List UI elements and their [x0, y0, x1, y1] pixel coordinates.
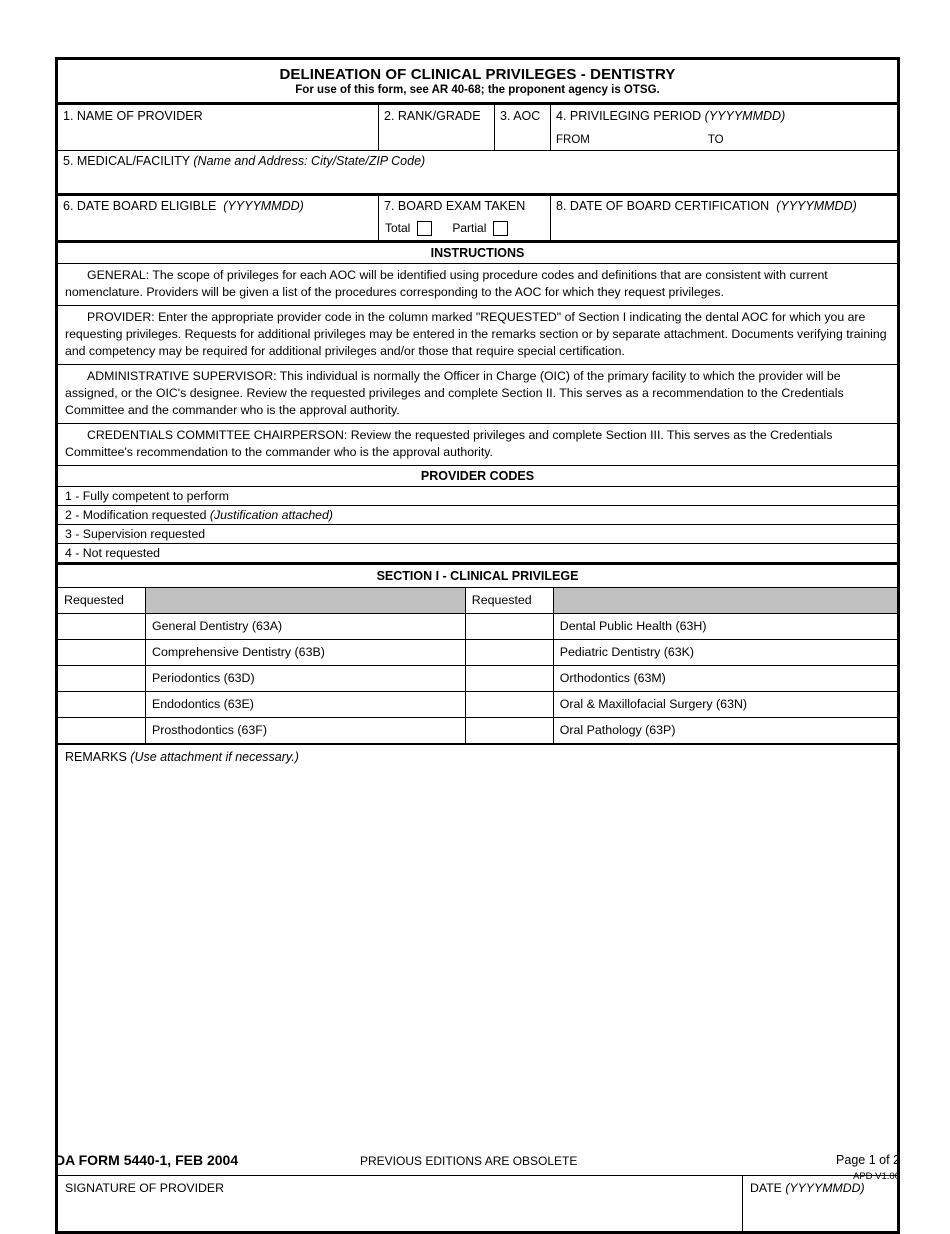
provider-code-4: [58, 544, 897, 562]
identification-row-2: [58, 151, 897, 196]
section-i-heading: SECTION I - CLINICAL PRIVILEGE: [58, 562, 897, 588]
instruction-administrative-supervisor: [58, 365, 897, 424]
field-rank-grade-label: 2. RANK/GRADE: [384, 109, 481, 124]
remarks-label: REMARKS: [65, 749, 131, 764]
requested-input-63P[interactable]: [465, 717, 553, 743]
remarks-hint: (Use attachment if necessary.): [130, 749, 299, 764]
field-board-exam-taken: [378, 196, 550, 240]
requested-input-63M[interactable]: [465, 665, 553, 691]
remarks-input[interactable]: [58, 764, 897, 1152]
requested-input-63A[interactable]: [58, 613, 146, 639]
provider-code-1: [58, 487, 897, 506]
privilege-63A: General Dentistry (63A): [146, 613, 466, 639]
privileging-period-fromto: [556, 133, 892, 147]
field-date-board-certification[interactable]: [550, 196, 897, 240]
table-row: [58, 665, 897, 691]
form-title-block: [58, 60, 897, 105]
requested-input-63E[interactable]: [58, 691, 146, 717]
remarks-section[interactable]: [58, 744, 897, 1175]
privilege-63K: Pediatric Dentistry (63K): [553, 639, 897, 665]
table-row: [58, 717, 897, 743]
instruction-admin-label: ADMINISTRATIVE SUPERVISOR:: [87, 368, 277, 383]
header-requested-right: Requested: [465, 588, 553, 614]
header-privilege-left: [146, 588, 466, 614]
footer-obsolete-note: PREVIOUS EDITIONS ARE OBSOLETE: [360, 1154, 578, 1168]
footer-apd-version: APD V1.00: [853, 1171, 900, 1182]
field-name-of-provider[interactable]: [58, 105, 378, 150]
signature-date-label: DATE: [750, 1180, 786, 1195]
provider-code-3: [58, 525, 897, 544]
footer-page-number: Page 1 of 2: [836, 1153, 900, 1167]
field-aoc-label: 3. AOC: [500, 109, 541, 124]
provider-code-3-text: 3 - Supervision requested: [65, 526, 206, 541]
requested-input-63B[interactable]: [58, 639, 146, 665]
privilege-63B: Comprehensive Dentistry (63B): [146, 639, 466, 665]
header-requested-left: Requested: [58, 588, 146, 614]
instruction-general: [58, 264, 897, 306]
field-name-of-provider-label: 1. NAME OF PROVIDER: [63, 109, 203, 124]
da-form-5440-1: [55, 57, 900, 1234]
checkbox-total-label: Total: [385, 221, 411, 236]
instruction-provider-label: PROVIDER:: [87, 309, 155, 324]
page-title: DELINEATION OF CLINICAL PRIVILEGES - DENTISTRY: [279, 66, 676, 83]
signature-of-provider-label: SIGNATURE OF PROVIDER: [65, 1180, 224, 1195]
provider-code-2: [58, 506, 897, 525]
field-privileging-period[interactable]: [550, 105, 897, 150]
section-i-table: [58, 588, 897, 744]
provider-code-2-note: (Justification attached): [209, 507, 333, 522]
field-privileging-period-label: 4. PRIVILEGING PERIOD: [556, 109, 702, 124]
signature-date-format: (YYYYMMDD): [785, 1180, 865, 1195]
field-date-board-eligible-label: 6. DATE BOARD ELIGIBLE: [63, 199, 217, 214]
privilege-63D: Periodontics (63D): [146, 665, 466, 691]
provider-codes-heading: PROVIDER CODES: [58, 466, 897, 487]
field-date-board-eligible-format: (YYYYMMDD): [223, 199, 304, 214]
privileging-period-to-label: TO: [707, 134, 724, 147]
instructions-heading: INSTRUCTIONS: [58, 243, 897, 264]
table-row: [58, 639, 897, 665]
requested-input-63K[interactable]: [465, 639, 553, 665]
requested-input-63N[interactable]: [465, 691, 553, 717]
provider-code-4-text: 4 - Not requested: [65, 545, 161, 560]
field-medical-facility-hint: (Name and Address: City/State/ZIP Code): [193, 154, 426, 169]
privileging-period-from-label: FROM: [556, 134, 590, 147]
privilege-63P: Oral Pathology (63P): [553, 717, 897, 743]
footer-form-id: DA FORM 5440-1, FEB 2004: [55, 1152, 239, 1168]
privilege-63N: Oral & Maxillofacial Surgery (63N): [553, 691, 897, 717]
checkbox-partial[interactable]: [493, 221, 508, 236]
field-privileging-period-format: (YYYYMMDD): [704, 109, 786, 124]
checkbox-total[interactable]: [417, 221, 432, 236]
field-medical-facility[interactable]: [58, 151, 897, 193]
privilege-63F: Prosthodontics (63F): [146, 717, 466, 743]
identification-row-3: [58, 196, 897, 243]
requested-input-63F[interactable]: [58, 717, 146, 743]
field-medical-facility-label: 5. MEDICAL/FACILITY: [63, 154, 190, 169]
field-date-board-certification-format: (YYYYMMDD): [776, 199, 857, 214]
field-board-exam-taken-label: 7. BOARD EXAM TAKEN: [384, 199, 526, 214]
privilege-63M: Orthodontics (63M): [553, 665, 897, 691]
table-row: [58, 613, 897, 639]
requested-input-63D[interactable]: [58, 665, 146, 691]
instruction-credentials-text: Review the requested privileges and complete Section III. This serves as the Credentials Committee's recommendation to the commander who is the approval authority.: [65, 427, 833, 459]
field-rank-grade[interactable]: [378, 105, 494, 150]
identification-row-1: [58, 105, 897, 151]
table-header-row: [58, 588, 897, 614]
field-date-board-certification-label: 8. DATE OF BOARD CERTIFICATION: [556, 199, 770, 214]
instruction-credentials-committee: [58, 424, 897, 466]
provider-code-2-text: 2 - Modification requested: [65, 507, 210, 522]
field-date-board-eligible[interactable]: [58, 196, 378, 240]
checkbox-partial-label: Partial: [452, 221, 487, 236]
header-privilege-right: [553, 588, 897, 614]
privilege-63H: Dental Public Health (63H): [553, 613, 897, 639]
board-exam-checkbox-group: [385, 221, 528, 236]
form-subtitle: For use of this form, see AR 40-68; the proponent agency is OTSG.: [295, 84, 660, 97]
form-footer: [55, 1152, 900, 1192]
field-aoc[interactable]: [494, 105, 550, 150]
requested-input-63H[interactable]: [465, 613, 553, 639]
provider-code-1-text: 1 - Fully competent to perform: [65, 488, 230, 503]
instruction-credentials-label: CREDENTIALS COMMITTEE CHAIRPERSON:: [87, 427, 348, 442]
instruction-admin-text: This individual is normally the Officer in Charge (OIC) of the primary facility to which the provider will be assigned, or the OIC's designee. Review the requested privileges and complete Section II. This serves as a recommendation to the Credentials Committee and the commander who is the approval authority.: [65, 368, 844, 417]
instruction-general-label: GENERAL:: [87, 268, 150, 283]
instruction-general-text: The scope of privileges for each AOC will be identified using procedure codes and definitions that are consistent with current nomenclature. Providers will be given a list of the procedures corresponding to the AOC for which they request privileges.: [65, 268, 828, 300]
instruction-provider: [58, 306, 897, 365]
privilege-63E: Endodontics (63E): [146, 691, 466, 717]
table-row: [58, 691, 897, 717]
remarks-label-row: [58, 745, 897, 764]
instruction-provider-text: Enter the appropriate provider code in the column marked "REQUESTED" of Section I indicating the dental AOC for which you are requesting privileges. Requests for additional privileges may be entered in the remarks section or by separate attachment. Documents verifying training and competency may be required for additional privileges and/or those that require special certification.: [65, 309, 887, 358]
